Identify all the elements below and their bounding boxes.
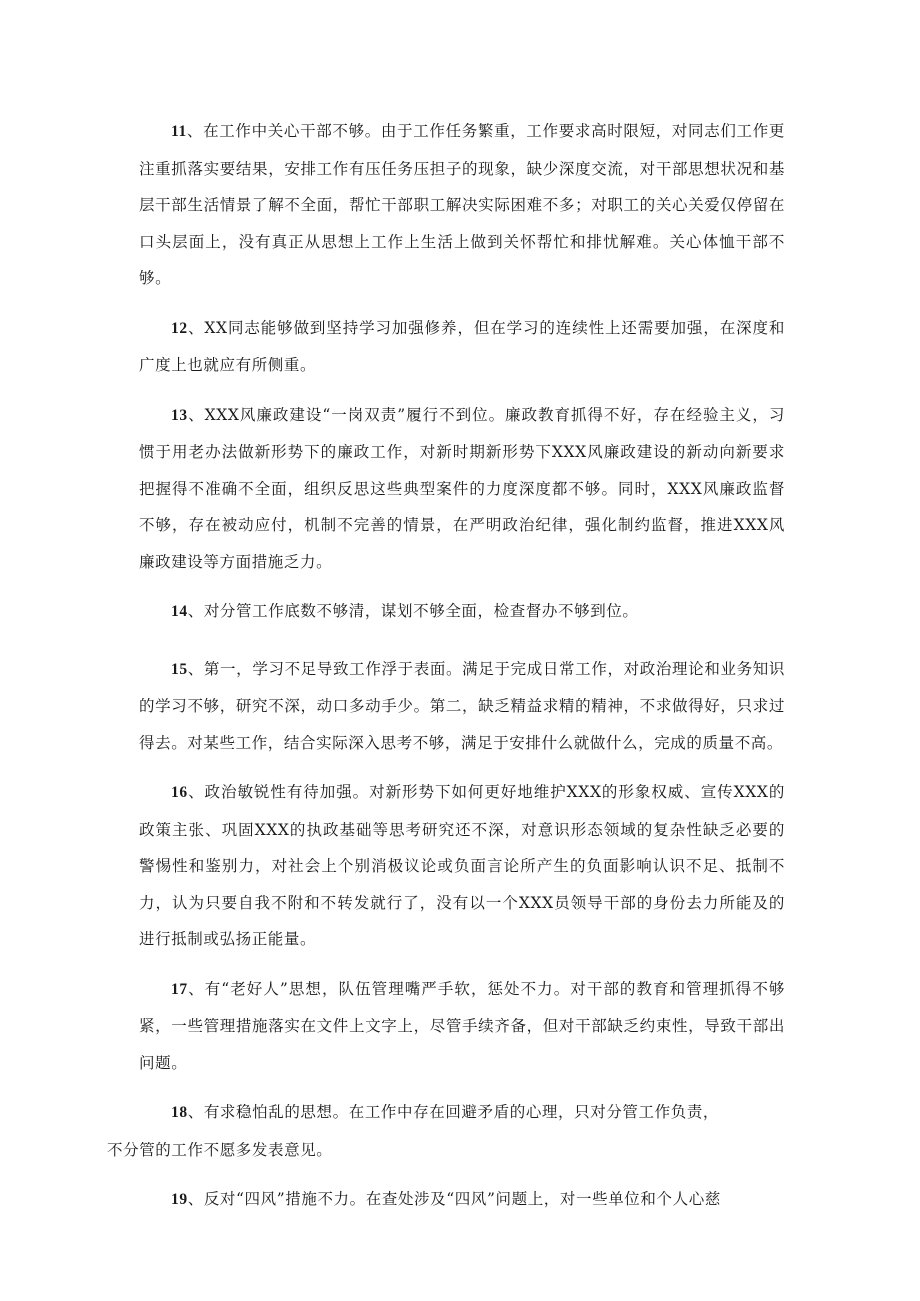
paragraph-separator: 、 (187, 659, 204, 678)
paragraph-number: 17 (171, 980, 188, 998)
paragraph-number: 16 (171, 784, 188, 801)
paragraph-16 (139, 774, 785, 958)
paragraph-number: 18 (171, 1104, 188, 1121)
paragraph-text-continued: 不分管的工作不愿多发表意见。 (107, 1140, 333, 1159)
paragraph-number: 13 (171, 406, 188, 424)
paragraph-text: 有求稳怕乱的思想。在工作中存在回避矛盾的心理，只对分管工作负责， (203, 1103, 720, 1121)
paragraph-text: 政治敏锐性有待加强。对新形势下如何更好地维护XXX的形象权威、宣传XXX的政策主张、巩固XXX的执政基础等思考研究还不深，对意识形态领域的复杂性缺乏必要的警惕性和鉴别力，对社会上个别消极议论或负面言论所产生的负面影响认识不足、抵制不力，认为只要自我不附和不转发就行了，没有以一个XXX员领导干部的身份去力所能及的进行抵制或弘扬正能量。 (139, 783, 785, 948)
paragraph-15 (139, 651, 785, 762)
paragraph-separator: 、 (187, 1103, 204, 1121)
paragraph-separator: 、 (187, 405, 205, 424)
paragraph-separator: 、 (187, 318, 205, 337)
paragraph-separator: 、 (187, 602, 204, 620)
paragraph-separator: 、 (186, 122, 204, 140)
paragraph-12 (139, 310, 785, 384)
paragraph-number: 14 (171, 603, 188, 620)
paragraph-text: 反对“四风”措施不力。在查处涉及“四风”问题上，对一些单位和个人心慈 (203, 1190, 721, 1208)
paragraph-text: XXX风廉政建设“一岗双责”履行不到位。廉政教育抓得不好，存在经验主义，习惯于用老办法做新形势下的廉政工作，对新时期新形势下XXX风廉政建设的新动向新要求把握得不准确不全面，组织反思这些典型案件的力度深度都不够。同时，XXX风廉政监督不够，存在被动应付，机制不完善的情景，在严明政治纪律，强化制约监督，推进XXX风廉政建设等方面措施乏力。 (139, 405, 785, 571)
paragraph-number: 12 (171, 319, 188, 337)
document-page (107, 113, 785, 1232)
paragraph-number: 11 (171, 123, 187, 140)
paragraph-14 (139, 593, 785, 631)
paragraph-13 (139, 397, 785, 581)
paragraph-number: 15 (171, 660, 188, 678)
paragraph-text: 在工作中关心干部不够。由于工作任务繁重，工作要求高时限短，对同志们工作更注重抓落实要结果，安排工作有压任务压担子的现象，缺少深度交流，对干部思想状况和基层干部生活情景了解不全面，帮忙干部职工解决实际困难不多；对职工的关心关爱仅停留在口头层面上，没有真正从思想上工作上生活上做到关怀帮忙和排忧解难。关心体恤干部不够。 (139, 122, 785, 287)
paragraph-11 (139, 113, 785, 297)
paragraph-text: 有“老好人”思想，队伍管理嘴严手软，惩处不力。对干部的教育和管理抓得不够紧，一些管理措施落实在文件上文字上，尽管手续齐备，但对干部缺乏约束性，导致干部出问题。 (139, 979, 785, 1072)
paragraph-text: 第一，学习不足导致工作浮于表面。满足于完成日常工作，对政治理论和业务知识的学习不够，研究不深，动口多动手少。第二，缺乏精益求精的精神，不求做得好，只求过得去。对某些工作，结合实际深入思考不够，满足于安排什么就做什么，完成的质量不高。 (139, 659, 785, 752)
paragraph-separator: 、 (187, 783, 205, 801)
paragraph-18 (107, 1094, 785, 1168)
paragraph-19 (139, 1181, 785, 1219)
paragraph-number: 19 (171, 1191, 188, 1208)
paragraph-separator: 、 (187, 1190, 204, 1208)
paragraph-separator: 、 (187, 979, 205, 998)
paragraph-17 (139, 971, 785, 1082)
paragraph-text: 对分管工作底数不够清，谋划不够全面，检查督办不够到位。 (203, 602, 639, 620)
paragraph-text: XX同志能够做到坚持学习加强修养，但在学习的连续性上还需要加强，在深度和广度上也就应有所侧重。 (139, 318, 785, 374)
